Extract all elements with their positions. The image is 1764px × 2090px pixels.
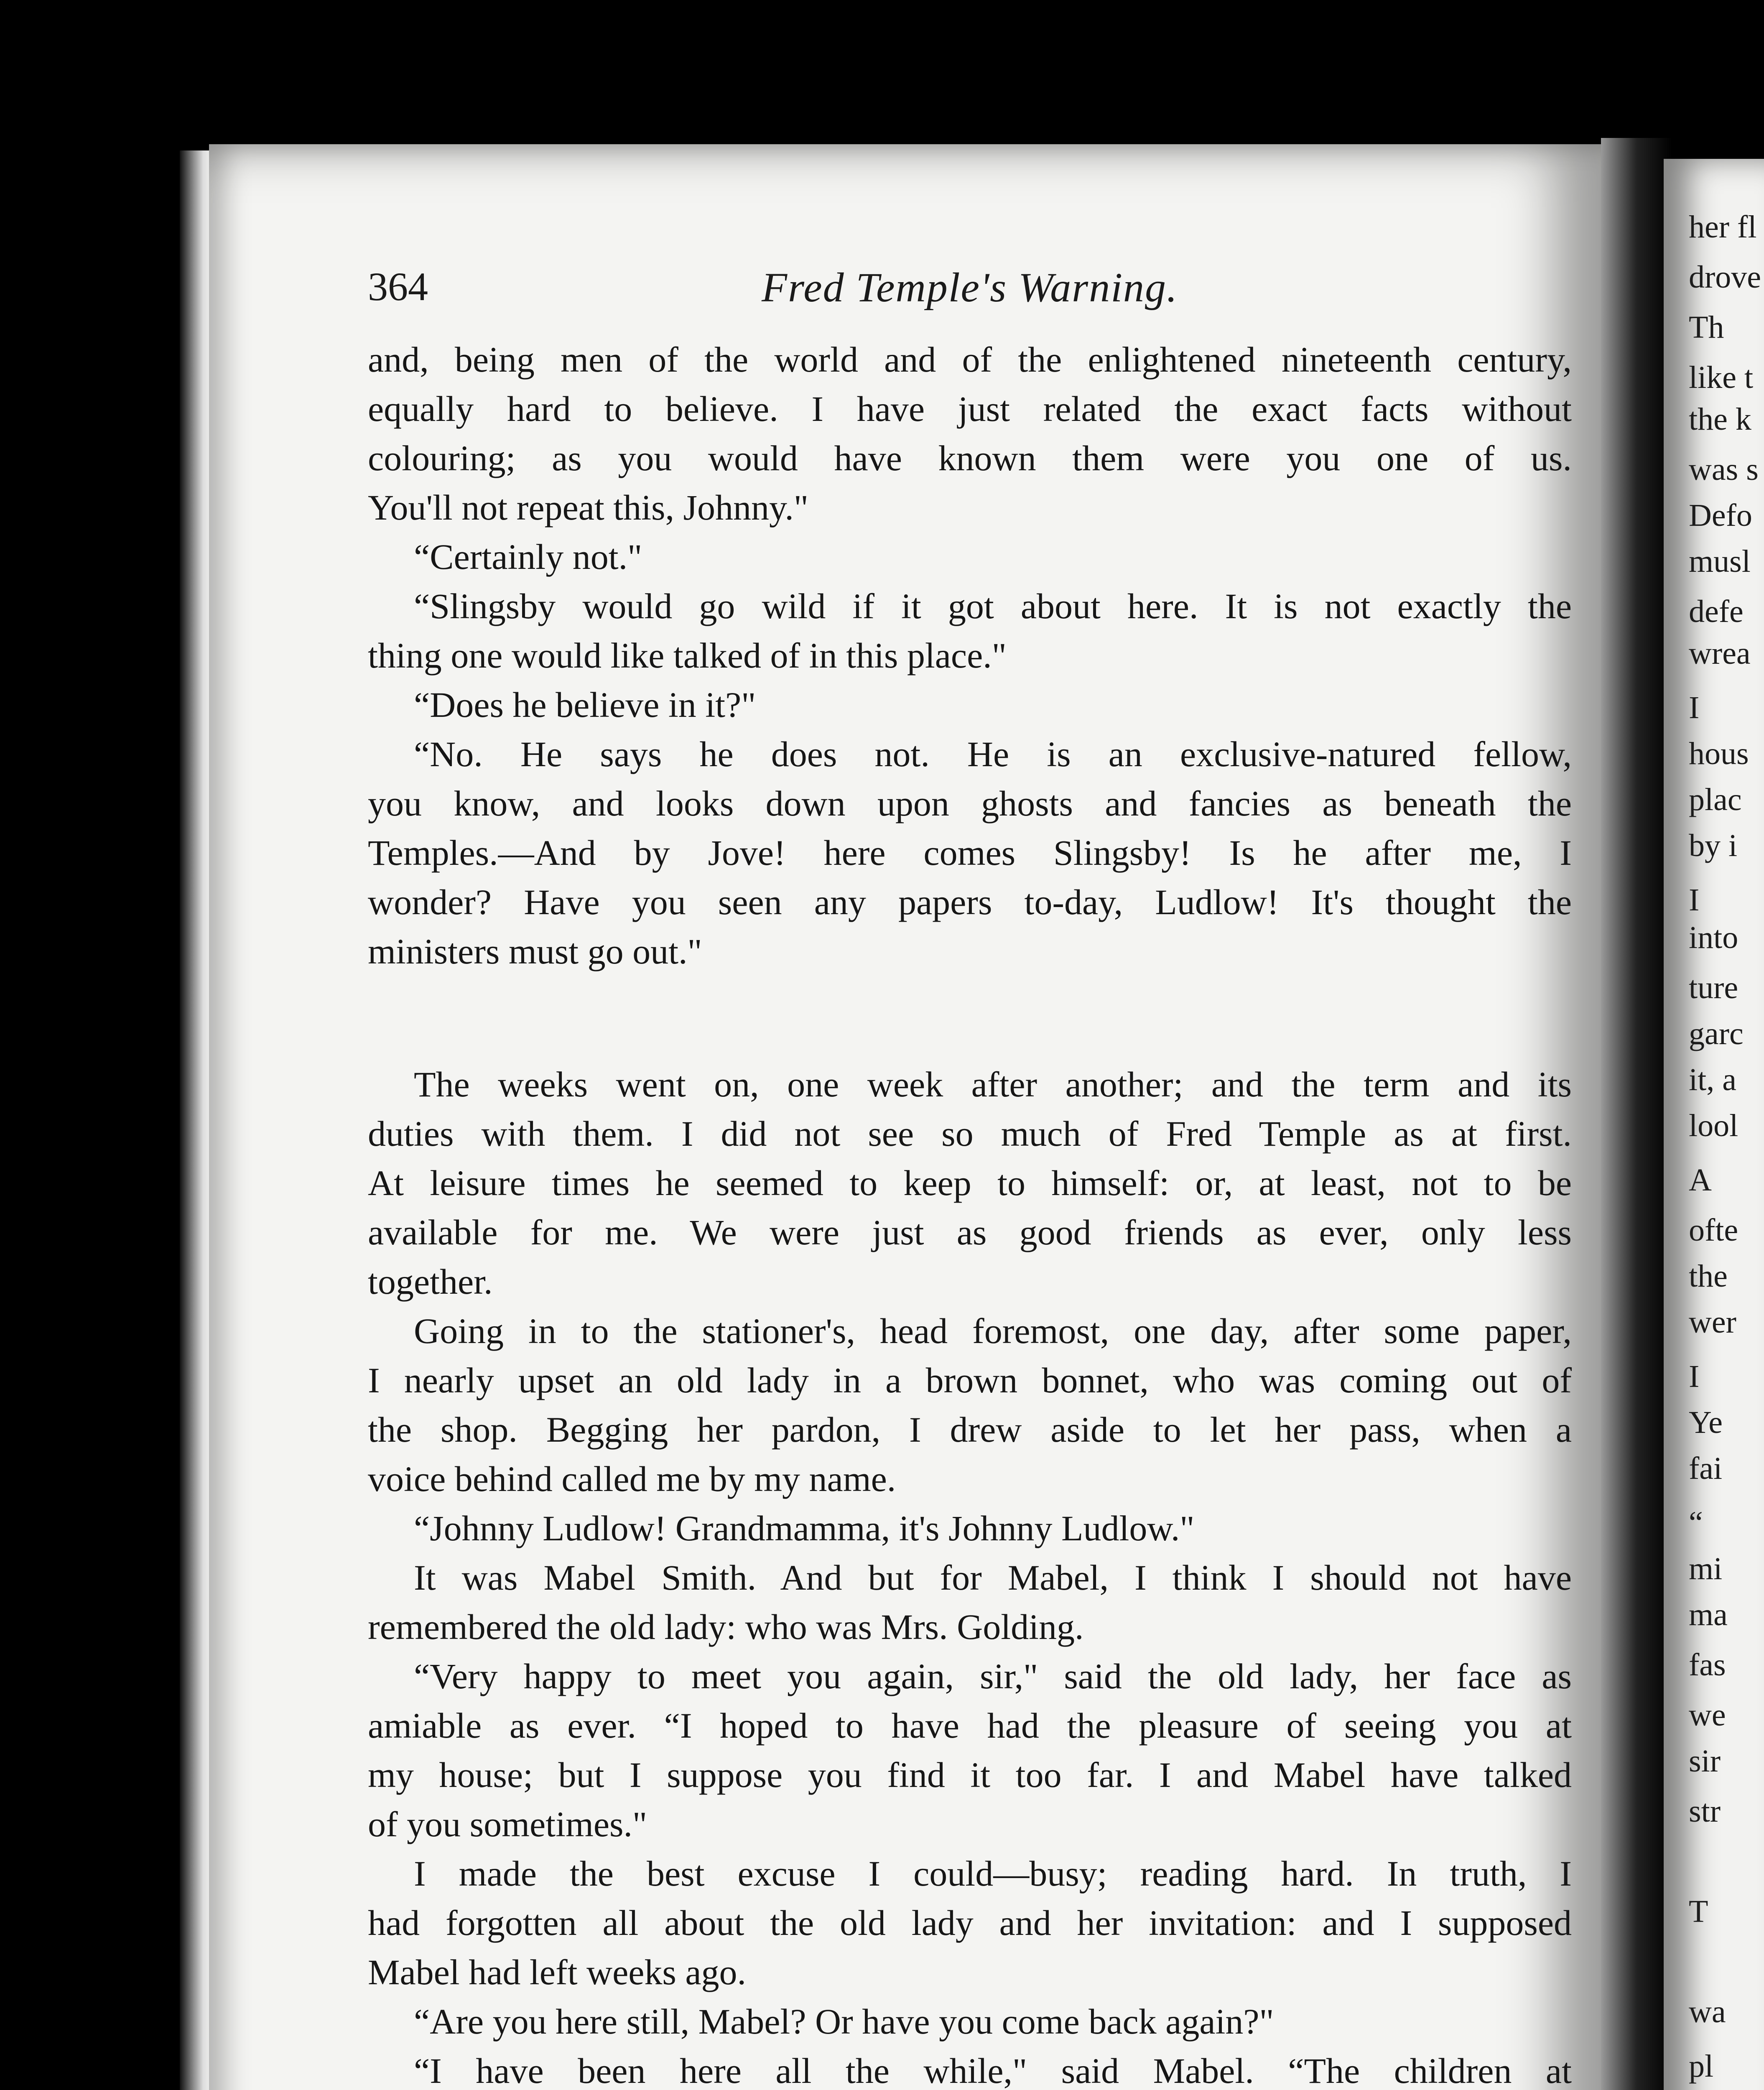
right-page-fragment: ma bbox=[1689, 1597, 1728, 1632]
text-line: I nearly upset an old lady in a brown bonnet, who was coming out of bbox=[368, 1360, 1572, 1400]
text-line: “Slingsby would go wild if it got about here. It is not exactly the bbox=[414, 586, 1572, 626]
right-page-fragment: was s bbox=[1689, 452, 1759, 487]
page-edge bbox=[180, 150, 213, 2090]
text-line: The weeks went on, one week after another; and the term and its bbox=[414, 1064, 1572, 1104]
right-page-fragment: T bbox=[1689, 1894, 1708, 1929]
right-page-fragment: by i bbox=[1689, 828, 1738, 863]
text-line: the shop. Begging her pardon, I drew aside to let her pass, when a bbox=[368, 1409, 1572, 1450]
right-page-fragment: into bbox=[1689, 920, 1739, 955]
page-number: 364 bbox=[368, 264, 428, 309]
text-line: Mabel had left weeks ago. bbox=[368, 1952, 747, 1992]
text-line: and, being men of the world and of the enlightened nineteenth century, bbox=[368, 339, 1572, 380]
right-page-fragment: the k bbox=[1689, 402, 1751, 437]
text-line: “Are you here still, Mabel? Or have you come back again?" bbox=[414, 2001, 1274, 2042]
text-line: together. bbox=[368, 1262, 493, 1302]
text-line: voice behind called me by my name. bbox=[368, 1459, 896, 1499]
right-page-fragment: ofte bbox=[1689, 1213, 1739, 1248]
text-line: colouring; as you would have known them were you one of us. bbox=[368, 438, 1572, 478]
text-line: “Johnny Ludlow! Grandmamma, it's Johnny Ludlow." bbox=[414, 1508, 1195, 1548]
text-line: I made the best excuse I could—busy; reading hard. In truth, I bbox=[414, 1853, 1572, 1894]
text-line: It was Mabel Smith. And but for Mabel, I think I should not have bbox=[414, 1557, 1572, 1598]
text-line: “No. He says he does not. He is an exclusive-natured fellow, bbox=[414, 734, 1572, 774]
right-page-fragment: musl bbox=[1689, 544, 1751, 579]
book-page-right bbox=[1664, 159, 1764, 2090]
right-page-fragment: A bbox=[1689, 1162, 1712, 1198]
right-page-fragment: wa bbox=[1689, 1994, 1726, 2029]
right-page-fragment: plac bbox=[1689, 782, 1742, 817]
text-line: equally hard to believe. I have just related the exact facts without bbox=[368, 389, 1572, 429]
text-line: available for me. We were just as good friends as ever, only less bbox=[368, 1212, 1572, 1252]
text-line: of you sometimes." bbox=[368, 1804, 647, 1844]
text-line: wonder? Have you seen any papers to-day, Ludlow! It's thought the bbox=[368, 882, 1572, 922]
running-head bbox=[368, 263, 1572, 318]
right-page-fragment: I bbox=[1689, 690, 1700, 725]
text-line: You'll not repeat this, Johnny." bbox=[368, 487, 808, 528]
right-page-fragment: I bbox=[1689, 1359, 1700, 1394]
right-page-fragment: lool bbox=[1689, 1108, 1739, 1143]
right-page-fragment: fai bbox=[1689, 1451, 1723, 1486]
right-page-fragment: hous bbox=[1689, 736, 1749, 771]
right-page-fragment: pl bbox=[1689, 2049, 1714, 2084]
text-line: At leisure times he seemed to keep to himself: or, at least, not to be bbox=[368, 1163, 1572, 1203]
right-page-fragment: str bbox=[1689, 1794, 1721, 1829]
right-page-fragment: sir bbox=[1689, 1743, 1721, 1779]
right-page-fragment: like t bbox=[1689, 360, 1754, 395]
right-page-fragment: “ bbox=[1689, 1505, 1703, 1540]
text-line: Going in to the stationer's, head foremost, one day, after some paper, bbox=[414, 1311, 1572, 1351]
text-line: my house; but I suppose you find it too far. I and Mabel have talked bbox=[368, 1755, 1572, 1795]
text-line: duties with them. I did not see so much of Fred Temple as at first. bbox=[368, 1114, 1572, 1154]
text-line: “Certainly not." bbox=[414, 537, 642, 577]
text-line: “Does he believe in it?" bbox=[414, 685, 756, 725]
right-page-fragment: ture bbox=[1689, 970, 1739, 1005]
right-page-fragment: Defo bbox=[1689, 498, 1752, 533]
right-page-fragment: wer bbox=[1689, 1305, 1736, 1340]
text-line: “I have been here all the while," said Mabel. “The children at bbox=[414, 2051, 1572, 2090]
right-page-fragment: we bbox=[1689, 1697, 1726, 1733]
right-page-fragment: Th bbox=[1689, 310, 1724, 345]
text-line: thing one would like talked of in this place." bbox=[368, 635, 1007, 675]
right-page-fragment: I bbox=[1689, 882, 1700, 918]
text-line: “Very happy to meet you again, sir," said the old lady, her face as bbox=[414, 1656, 1572, 1696]
right-page-fragment: garc bbox=[1689, 1016, 1744, 1051]
running-title: Fred Temple's Warning. bbox=[761, 264, 1178, 311]
right-page-fragment: it, a bbox=[1689, 1062, 1736, 1097]
right-page-fragment: fas bbox=[1689, 1647, 1726, 1682]
right-page-fragment: Ye bbox=[1689, 1405, 1723, 1440]
text-line: remembered the old lady: who was Mrs. Golding. bbox=[368, 1607, 1084, 1647]
right-page-fragment: defe bbox=[1689, 594, 1744, 629]
text-line: had forgotten all about the old lady and her invitation: and I supposed bbox=[368, 1903, 1572, 1943]
right-page-fragment: wrea bbox=[1689, 636, 1751, 671]
text-line: ministers must go out." bbox=[368, 931, 702, 971]
right-page-fragment: her fl bbox=[1689, 209, 1757, 245]
text-line: amiable as ever. “I hoped to have had the pleasure of seeing you at bbox=[368, 1705, 1572, 1746]
right-page-fragment: mi bbox=[1689, 1551, 1723, 1586]
text-line: Temples.—And by Jove! here comes Slingsby! Is he after me, I bbox=[368, 833, 1572, 873]
text-line: you know, and looks down upon ghosts and fancies as beneath the bbox=[368, 783, 1572, 823]
right-page-fragment: drove bbox=[1689, 260, 1761, 295]
book-gutter bbox=[1601, 138, 1672, 2090]
right-page-fragment: the bbox=[1689, 1259, 1728, 1294]
